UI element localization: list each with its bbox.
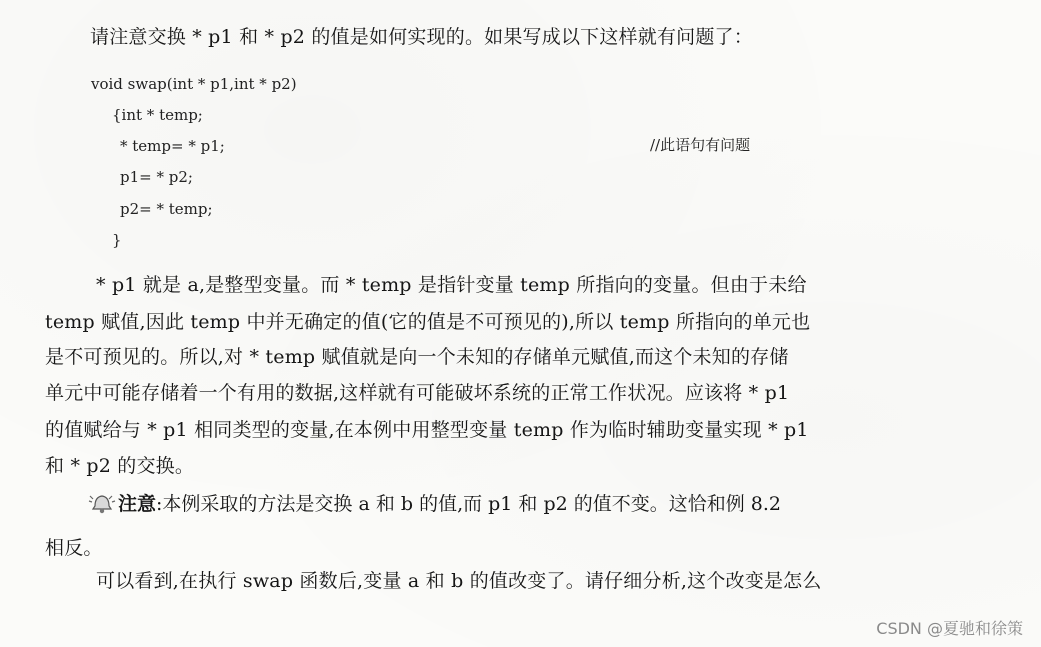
- body-line-3: 是不可预见的。所以,对 * temp 赋值就是向一个未知的存储单元赋值,而这个未知的存储: [45, 346, 789, 368]
- code-line-5: p2= * temp;: [120, 200, 213, 218]
- body-line-6: 和 * p2 的交换。: [45, 455, 195, 477]
- note-continuation: 相反。: [45, 537, 103, 559]
- note-label: 注意: [118, 493, 157, 515]
- code-line-2: {int * temp;: [112, 106, 203, 124]
- body-line-1: * p1 就是 a,是整型变量。而 * temp 是指针变量 temp 所指向的变量。但由于未给: [96, 274, 807, 296]
- code-line-3: * temp= * p1;: [120, 137, 225, 155]
- intro-line: 请注意交换 * p1 和 * p2 的值是如何实现的。如果写成以下这样就有问题了：: [90, 26, 753, 48]
- note-text: :本例采取的方法是交换 a 和 b 的值,而 p1 和 p2 的值不变。这恰和例 8.2: [156, 493, 782, 515]
- code-line-4: p1= * p2;: [120, 168, 193, 186]
- code-line-6: }: [112, 231, 122, 249]
- code-line-1: void swap(int * p1,int * p2): [91, 75, 297, 93]
- last-line: 可以看到,在执行 swap 函数后,变量 a 和 b 的值改变了。请仔细分析,这个改变是怎么: [96, 570, 822, 592]
- body-line-4: 单元中可能存储着一个有用的数据,这样就有可能破坏系统的正常工作状况。应该将 * p1: [45, 382, 790, 404]
- body-line-2: temp 赋值,因此 temp 中并无确定的值(它的值是不可预见的),所以 temp 所指向的单元也: [45, 311, 811, 333]
- code-comment: //此语句有问题: [650, 136, 751, 154]
- csdn-watermark: CSDN @夏驰和徐策: [876, 619, 1023, 638]
- body-line-5: 的值赋给与 * p1 相同类型的变量,在本例中用整型变量 temp 作为临时辅助变量实现 * p1: [45, 419, 809, 441]
- bell-icon: [88, 491, 116, 515]
- note-row: [88, 491, 781, 516]
